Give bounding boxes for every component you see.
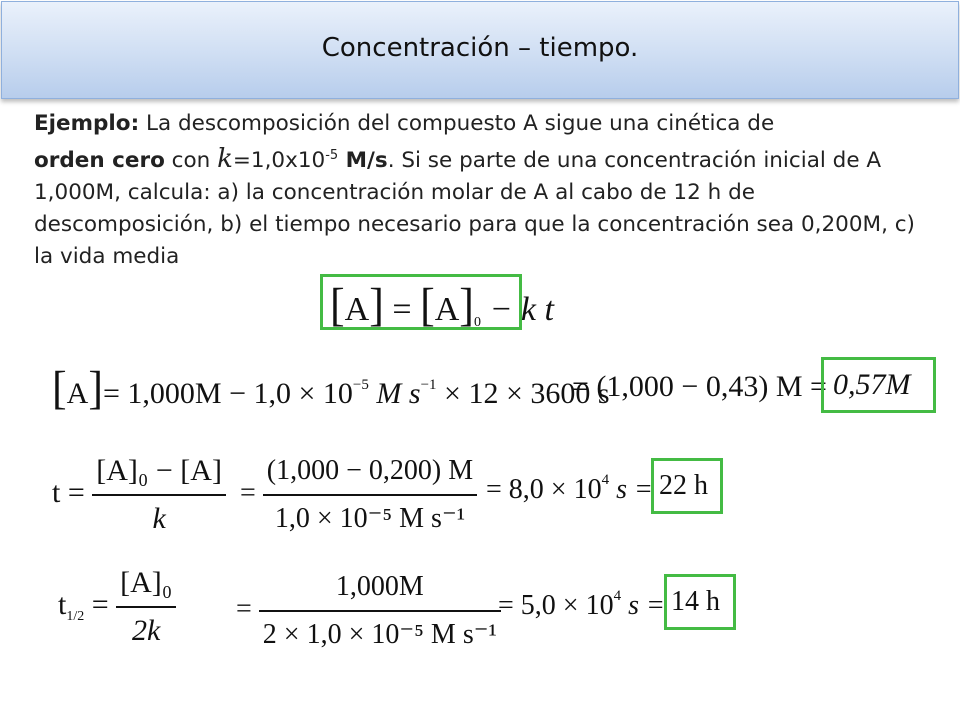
part-b-equation-2: = $\frac{(1,000 - 0,200) M}{\text{1,0 × 10⁻⁵ M s⁻¹}}$ (240, 448, 477, 542)
part-b-num-2: (1,000 − 0,200) M (263, 448, 477, 496)
part-c-fraction-1 (116, 560, 176, 654)
part-b-equation (52, 448, 226, 542)
part-b-lhs: t = (52, 475, 85, 509)
part-a-rhs: = 1,000M − 1,0 × 10 (102, 377, 353, 410)
part-c-lhs-sub: 1/2 (66, 608, 85, 624)
part-c-num-2: 1,000M (259, 564, 501, 612)
part-b-result: 22 h (659, 470, 708, 501)
part-b-exp: 4 (601, 472, 610, 488)
part-b-den-1: k (152, 502, 166, 535)
part-a-tail: × 12 × 3600 s (436, 377, 610, 410)
rate-law-rhs: A (434, 291, 460, 328)
rate-law-lhs: A (344, 291, 370, 328)
part-c-den-1: 2k (132, 614, 161, 647)
rate-law-equation: $[A] = [A]_0 - k$ t (330, 279, 554, 332)
part-c-unit: s = (621, 590, 665, 621)
part-a-units: M s (368, 377, 421, 410)
k-units: M/s (338, 148, 388, 174)
k-symbol: k (217, 144, 233, 175)
part-a-step: = (1,000 − 0,43) M = (572, 370, 827, 403)
example-label: Ejemplo: (34, 111, 140, 136)
part-b-mid: = 8,0 × 10 (486, 474, 602, 505)
part-c-fraction-2 (259, 564, 501, 658)
k-value: =1,0x10 (232, 148, 326, 174)
slide-title: Concentración – tiempo. (321, 33, 639, 63)
part-c-equation: $t_{1/2}$ = $\frac{\text{[A]₀}}{2k}$ (58, 560, 176, 654)
problem-text-2: con (164, 148, 218, 174)
order-label: orden cero (34, 148, 165, 174)
problem-statement (34, 108, 934, 273)
part-c-lhs: t (58, 587, 67, 621)
part-a-equation: $[A]= 1,000M - 1,0 \times 10^{-5}$ M $s^{-1} \times 12 \times 3600$ s (52, 362, 610, 415)
part-c-equation-2: = $\frac{1,000M}{\text{2 × 1,0 × 10⁻⁵ M s⁻¹}}$ (236, 564, 501, 658)
problem-text-1: La descomposición del compuesto A sigue una cinética de (139, 111, 775, 136)
part-c-exp: 4 (613, 588, 622, 604)
problem-text-3: . Si se parte de una concentración inicial de A 1,000M, calcula: a) la concentración molar de A al cabo de 12 h de descomposición, b) el tiempo necesario para que la concentración sea 0,200M, c) la vida media (34, 148, 915, 270)
part-a-lhs: A (66, 377, 89, 410)
rate-law-tail: − k t (489, 291, 554, 328)
k-exponent: -5 (325, 148, 339, 163)
part-b-num-1: [A]₀ − [A] (92, 448, 226, 496)
part-a-exp2: −1 (420, 377, 437, 393)
part-c-mid: = 5,0 × 10 (498, 590, 614, 621)
part-a-exp: −5 (352, 377, 369, 393)
part-c-value (498, 588, 665, 622)
part-b-unit: s = (609, 474, 653, 505)
rate-law-sub: 0 (473, 315, 481, 330)
part-b-fraction-1 (92, 448, 226, 542)
part-c-den-2: 2 × 1,0 × 10⁻⁵ M s⁻¹ (262, 619, 497, 650)
part-b-fraction-2 (263, 448, 477, 542)
part-b-value (486, 472, 653, 506)
part-a-result: 0,57M (833, 368, 911, 401)
part-b-den-2: 1,0 × 10⁻⁵ M s⁻¹ (274, 503, 466, 534)
part-c-result: 14 h (671, 586, 720, 617)
part-c-num-1: [A]₀ (116, 560, 176, 608)
